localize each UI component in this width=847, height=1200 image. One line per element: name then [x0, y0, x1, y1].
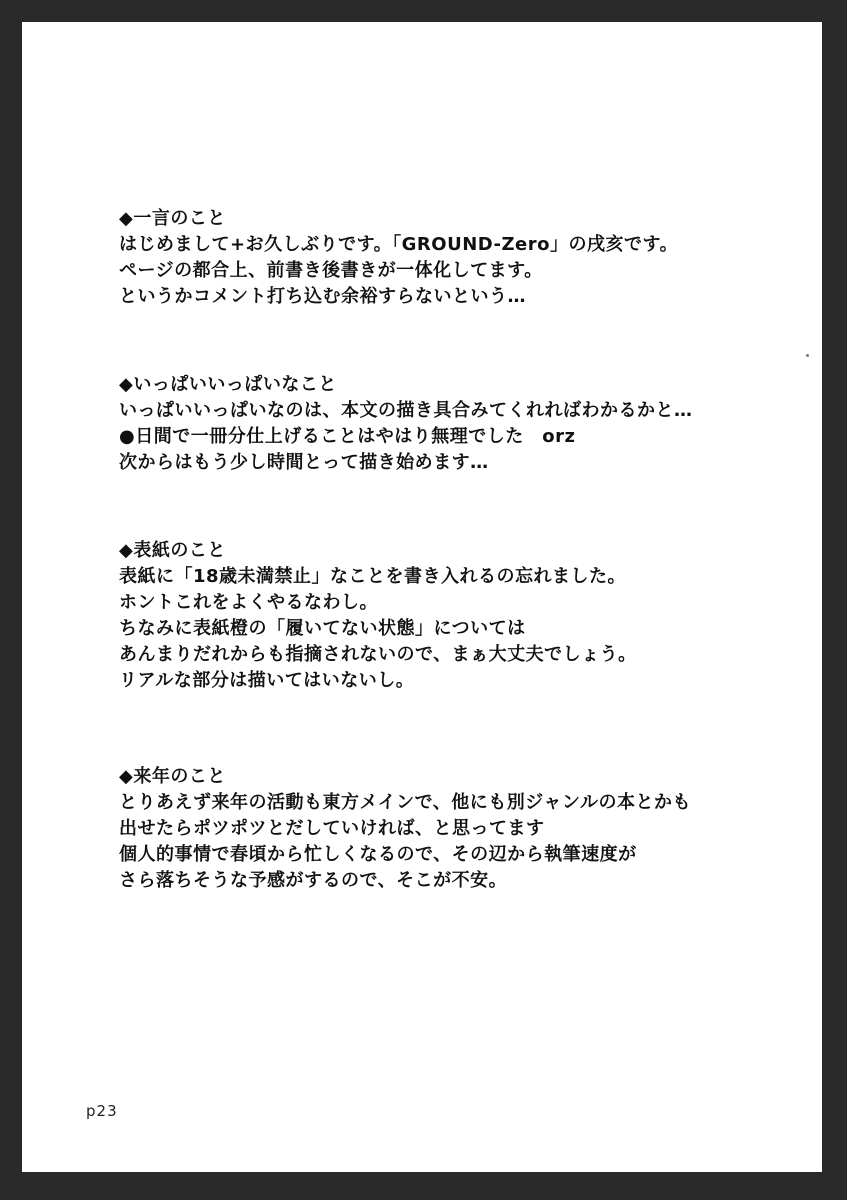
- section-heading: ◆一言のこと: [119, 208, 226, 229]
- text-line: 個人的事情で春頃から忙しくなるので、その辺から執筆速度が: [119, 844, 637, 865]
- section-heading: ◆来年のこと: [119, 766, 226, 787]
- text-line: リアルな部分は描いてはいないし。: [119, 670, 415, 691]
- text-line: いっぱいいっぱいなのは、本文の描き具合みてくれればわかるかと…: [119, 400, 693, 421]
- section-hitokoto: [119, 206, 759, 310]
- section-heading: ◆いっぱいいっぱいなこと: [119, 374, 337, 395]
- section-heading: ◆表紙のこと: [119, 540, 226, 561]
- text-line: 出せたらポツポツとだしていければ、と思ってます: [119, 818, 545, 839]
- text-line: というかコメント打ち込む余裕すらないという…: [119, 286, 526, 307]
- text-line: ページの都合上、前書き後書きが一体化してます。: [119, 260, 543, 281]
- text-line: ホントこれをよくやるなわし。: [119, 592, 378, 613]
- text-line: はじめまして+お久しぶりです。「GROUND-Zero」の戌亥です。: [119, 234, 679, 255]
- page-number: p23: [86, 1102, 118, 1120]
- document-page: [22, 22, 822, 1172]
- text-line: ちなみに表紙橙の「履いてない状態」については: [119, 618, 526, 639]
- text-line: あんまりだれからも指摘されないので、まぁ大丈夫でしょう。: [119, 644, 637, 665]
- section-next-year: [119, 764, 759, 894]
- scan-speck: [806, 354, 809, 357]
- text-line: 次からはもう少し時間とって描き始めます…: [119, 452, 489, 473]
- text-line: さら落ちそうな予感がするので、そこが不安。: [119, 870, 508, 891]
- text-line: とりあえず来年の活動も東方メインで、他にも別ジャンルの本とかも: [119, 792, 691, 813]
- text-line: ●日間で一冊分仕上げることはやはり無理でした orz: [119, 426, 576, 447]
- section-ippai: [119, 372, 759, 476]
- section-cover: [119, 538, 759, 694]
- text-line: 表紙に「18歳未満禁止」なことを書き入れるの忘れました。: [119, 566, 627, 587]
